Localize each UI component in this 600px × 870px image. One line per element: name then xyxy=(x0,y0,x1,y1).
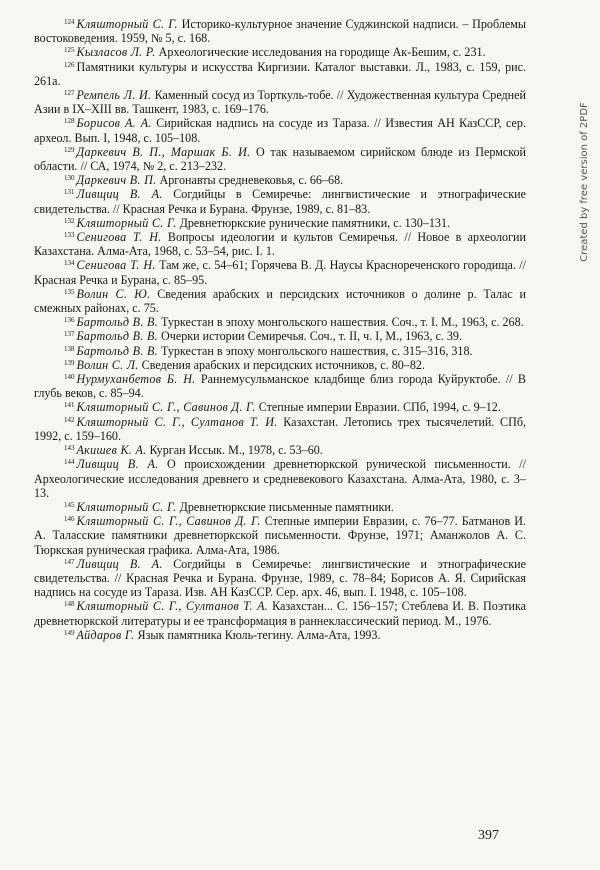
footnote-text: Каменный сосуд из Торткуль-тобе. // Художественная культура Средней Азии в IX–XIII вв. Ташкент, 1983, с. 169–176. xyxy=(34,88,526,117)
footnote xyxy=(34,457,526,500)
footnote-text: О так называемом сирийском блюде из Пермской области. // СА, 1974, № 2, с. 213–232. xyxy=(34,144,526,174)
watermark-text: Created by free version of 2PDF xyxy=(579,102,590,262)
footnote-number: 128 xyxy=(64,117,75,126)
footnote-text: Сведения арабских и персидских источников о долине р. Талас и смежных районах, с. 75. xyxy=(34,286,526,316)
footnote-text: Очерки истории Семиречья. Соч., т. II, ч. I, М., 1963, с. 39. xyxy=(161,329,462,344)
footnote-author: Ливщиц В. А. xyxy=(76,187,163,202)
footnote-number: 141 xyxy=(64,401,75,410)
footnote-text: Казахстан... С. 156–157; Стеблева И. В. Поэтика древнетюркской литературы и ее трансформация в раннеклассический период. М., 1976. xyxy=(34,599,526,628)
footnote-text: Сведения арабских и персидских источников, с. 80–82. xyxy=(141,357,425,372)
footnote xyxy=(34,17,526,45)
footnote-number: 142 xyxy=(64,415,75,424)
footnote-number: 126 xyxy=(64,60,75,69)
footnote xyxy=(34,514,526,557)
footnote-text: Курган Иссык. М., 1978, с. 53–60. xyxy=(149,443,323,458)
footnote-text: Туркестан в эпоху монгольского нашествия, с. 315–316, 318. xyxy=(161,343,473,358)
footnote-author: Айдаров Г. xyxy=(76,627,135,642)
footnote xyxy=(34,400,526,414)
footnote-author: Кляшторный С. Г. xyxy=(76,215,177,230)
footnote-author: Кляшторный С. Г. xyxy=(76,499,177,514)
footnote-author: Волин С. Л. xyxy=(76,357,139,372)
footnote-text: Древнетюркские рунические памятники, с. 130–131. xyxy=(179,215,451,230)
footnote-text: Историко-культурное значение Суджинской надписи. – Проблемы востоковедения. 1959, № 5, с. 168. xyxy=(34,17,526,46)
footnote-text: Согдийцы в Семиречье: лингвистические и этнографические свидетельства. // Красная Речка и Бурана. Фрунзе, 1989, с. 78–84; Борисов А. Я. Сирийская надпись на сосуде из Тараза. Изв. АН КазССР. Сер. арх. 46, вып. I. 1948, с. 105–108. xyxy=(34,556,526,600)
footnote-number: 137 xyxy=(64,330,75,339)
footnote-author: Даркевич В. П., Маршак Б. И. xyxy=(76,144,251,159)
footnote-author: Кляшторный С. Г., Султанов Т. И. xyxy=(76,414,278,429)
footnote-number: 145 xyxy=(64,500,75,509)
footnote-author: Кызласов Л. Р. xyxy=(76,45,156,60)
footnote xyxy=(34,358,526,372)
footnote xyxy=(34,145,526,173)
footnote xyxy=(34,45,526,59)
footnote-number: 148 xyxy=(64,600,75,609)
footnote-author: Бартольд В. В. xyxy=(76,343,159,358)
footnote xyxy=(34,187,526,215)
footnote-text: Сирийская надпись на сосуде из Тараза. // Известия АН КазССР, сер. археол. Вып. I, 1948, с. 105–108. xyxy=(34,116,526,145)
footnote xyxy=(34,60,526,88)
footnote-number: 146 xyxy=(64,515,75,524)
footnote-number: 143 xyxy=(64,444,75,453)
footnote-number: 131 xyxy=(64,188,75,197)
footnote xyxy=(34,88,526,116)
footnote-text: Аргонавты средневековья, с. 66–68. xyxy=(159,173,344,188)
footnote-text: О происхождении древнетюркской рунической письменности. // Археологические исследования древнего и средневекового Казахстана. Алма-Ата, 1980, с. 3–13. xyxy=(34,457,526,500)
footnote-author: Нурмуханбетов Б. Н. xyxy=(76,372,196,387)
footnote-number: 135 xyxy=(64,287,75,296)
footnote-number: 139 xyxy=(64,358,75,367)
footnote xyxy=(34,557,526,600)
footnotes-list xyxy=(34,17,526,642)
footnote-text: Согдийцы в Семиречье: лингвистические и этнографические свидетельства. // Красная Речка и Бурана. Фрунзе, 1989, с. 81–83. xyxy=(34,187,526,216)
footnote-number: 140 xyxy=(64,373,75,382)
footnote xyxy=(34,599,526,627)
footnote-text: Древнетюркские письменные памятники. xyxy=(179,499,394,514)
footnote-number: 144 xyxy=(64,458,75,467)
footnote-number: 127 xyxy=(64,89,75,98)
footnote xyxy=(34,230,526,258)
footnote-number: 138 xyxy=(64,344,75,353)
footnote-text: Раннемусульманское кладбище близ города Куйруктобе. // В глубь веков, с. 85–94. xyxy=(34,372,526,401)
footnote-text: Туркестан в эпоху монгольского нашествия. Соч., т. I. М., 1963, с. 268. xyxy=(161,315,524,330)
footnote xyxy=(34,315,526,329)
footnote-number: 132 xyxy=(64,216,75,225)
footnote-author: Ливщиц В. А. xyxy=(76,556,163,571)
footnote xyxy=(34,287,526,315)
footnote-text: Памятники культуры и искусства Киргизии. Каталог выставки. Л., 1983, с. 159, рис. 261а. xyxy=(34,59,526,88)
footnote xyxy=(34,329,526,343)
footnote-text: Вопросы идеологии и культов Семиречья. // Новое в археологии Казахстана. Алма-Ата, 1968, с. 53–54, рис. I. 1. xyxy=(34,230,526,259)
footnote xyxy=(34,344,526,358)
footnote-text: Язык памятника Кюль-тегину. Алма-Ата, 1993. xyxy=(137,627,381,642)
footnote-text: Археологические исследования на городище Ак-Бешим, с. 231. xyxy=(158,45,486,60)
footnote xyxy=(34,116,526,144)
footnote-number: 129 xyxy=(64,145,75,154)
footnote-author: Бартольд В. В. xyxy=(76,315,159,330)
footnote-author: Акишев К. А. xyxy=(76,443,147,458)
footnote-text: Степные империи Евразии, с. 76–77. Батманов И. А. Таласские памятники древнетюркской письменности. Фрунзе, 1971; Аманжолов А. С. Тюркская руническая графика. Алма-Ата, 1986. xyxy=(34,514,526,557)
footnote-author: Кляшторный С. Г., Савинов Д. Г. xyxy=(76,400,256,415)
footnote-number: 130 xyxy=(64,174,75,183)
footnote-text: Казахстан. Летопись трех тысячелетий. СПб, 1992, с. 159–160. xyxy=(34,414,526,443)
page-number: 397 xyxy=(478,828,499,843)
footnote-number: 147 xyxy=(64,557,75,566)
footnote-number: 149 xyxy=(64,628,75,637)
footnote-author: Сенигова Т. Н. xyxy=(76,230,162,245)
footnote-number: 134 xyxy=(64,259,75,268)
footnote-author: Кляшторный С. Г., Султанов Т. А. xyxy=(76,599,269,614)
footnote xyxy=(34,443,526,457)
footnote-author: Ремпель Л. И. xyxy=(76,88,152,103)
footnote-text: Там же, с. 54–61; Горячева В. Д. Наусы Краснореченского городища. // Красная Речка и Бурана, с. 85–95. xyxy=(34,258,527,287)
footnote xyxy=(34,216,526,230)
footnote xyxy=(34,258,526,286)
footnote-author: Кляшторный С. Г. xyxy=(76,17,178,31)
footnote-number: 124 xyxy=(64,18,75,26)
footnote-author: Сенигова Т. Н. xyxy=(76,258,156,273)
footnote xyxy=(34,415,526,443)
footnote-text: Степные империи Евразии. СПб, 1994, с. 9–12. xyxy=(258,400,501,415)
footnote xyxy=(34,628,526,642)
footnote-author: Волин С. Ю. xyxy=(76,286,151,301)
footnote-author: Борисов А. А. xyxy=(76,116,152,131)
footnote xyxy=(34,173,526,187)
footnote xyxy=(34,372,526,400)
footnote-author: Даркевич В. П. xyxy=(76,173,157,188)
footnote-number: 125 xyxy=(64,46,75,55)
footnote-author: Бартольд В. В. xyxy=(76,329,159,344)
footnote-number: 136 xyxy=(64,316,75,325)
footnote-number: 133 xyxy=(64,231,75,240)
footnote xyxy=(34,500,526,514)
footnote-author: Кляшторный С. Г., Савинов Д. Г. xyxy=(76,514,261,529)
footnote-author: Ливщиц В. А. xyxy=(76,457,159,472)
